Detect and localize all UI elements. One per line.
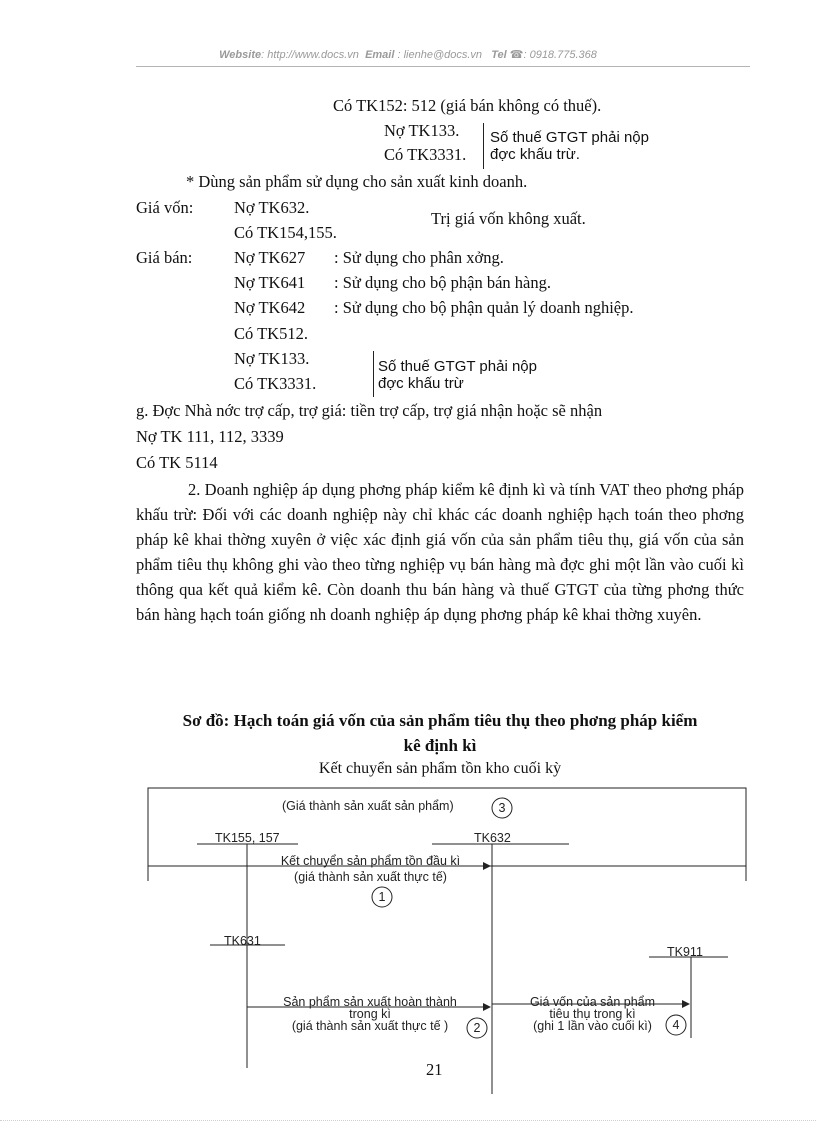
co-tk3331-2: Có TK3331.: [234, 374, 317, 393]
tel-value: : 0918.775.368: [523, 49, 597, 61]
entry-account: Nợ TK641: [234, 273, 306, 292]
footer-divider: [0, 1120, 816, 1121]
diagram-title-line2: kê định kì: [403, 736, 477, 755]
diagram-title-line1: Sơ đồ: Hạch toán giá vốn của sản phẩm tiêu thụ theo phơng pháp kiểm: [182, 711, 698, 730]
co-tk3331: Có TK3331.: [384, 145, 467, 164]
line-no-tk111: Nợ TK 111, 112, 3339: [136, 427, 284, 446]
entry-desc: : Sử dụng cho bộ phận bán hàng.: [334, 273, 551, 292]
label-gia-thanh-sx: (Giá thành sản xuất sản phẩm): [282, 799, 454, 813]
vat-note-2: đợc khấu trừ.: [490, 146, 580, 163]
diagram-subtitle: Kết chuyển sản phẩm tồn kho cuối kỳ: [318, 760, 562, 777]
page-number: 21: [426, 1060, 443, 1079]
website-value[interactable]: : http://www.docs.vn: [261, 49, 359, 61]
co-tk512: Có TK512.: [234, 324, 308, 343]
flow-4-line2: tiêu thụ trong kì: [549, 1007, 636, 1021]
step-number-2: 2: [473, 1021, 481, 1035]
flow-1-line1: Kết chuyển sản phẩm tồn đầu kì: [280, 854, 461, 868]
co-tk154: Có TK154,155.: [234, 223, 337, 242]
email-value[interactable]: : lienhe@docs.vn: [397, 49, 483, 61]
flow-1-line2: (giá thành sản xuất thực tế): [294, 870, 447, 884]
account-tk155: TK155, 157: [215, 831, 280, 845]
vat-note-3: Số thuế GTGT phải nộp: [378, 358, 537, 375]
section-heading: * Dùng sản phẩm sử dụng cho sản xuất kinh doanh.: [186, 172, 528, 191]
no-tk133-2: Nợ TK133.: [234, 349, 310, 368]
flow-4-line1: Giá vốn của sản phẩm: [529, 995, 656, 1009]
flow-4-label: [505, 996, 680, 1032]
vat-note-1: Số thuế GTGT phải nộp: [490, 129, 649, 146]
flow-2-label: [256, 996, 484, 1032]
line-co-tk5114: Có TK 5114: [136, 453, 218, 472]
account-tk911: TK911: [667, 945, 703, 959]
phone-icon: ☎: [509, 49, 524, 61]
paragraph-text: 2. Doanh nghiệp áp dụng phơng pháp kiểm kê định kì và tính VAT theo phơng pháp khấu trừ: Đối với các doanh nghiệp này chỉ khác các doanh nghiệp hạch toán theo phơng pháp kê khai thờng xuyên ở việc xác định giá vốn của sản phẩm tiêu thụ, giá vốn của sản phẩm tiêu thụ không ghi vào theo từng nghiệp vụ bán hàng mà đợc ghi một lần vào cuối kì thông qua kết quả kiểm kê. Còn doanh thu bán hàng và thuế GTGT của từng phơng thức bán hàng hạch toán giống nh doanh nghiệp áp dụng phơng pháp kê khai thờng xuyên.: [136, 480, 744, 624]
tri-gia-note: Trị giá vốn không xuất.: [431, 209, 586, 228]
line-co-tk152: Có TK152: 512 (giá bán không có thuế).: [333, 96, 602, 115]
tel-label: Tel: [491, 49, 507, 61]
flow-2-line1: Sản phẩm sản xuất hoàn thành: [283, 995, 457, 1009]
vat-note-4: đợc khấu trừ: [378, 375, 464, 392]
entry-desc: : Sử dụng cho bộ phận quản lý doanh nghiệp.: [334, 298, 634, 317]
entry-account: Nợ TK627: [234, 248, 306, 267]
gia-von-label: Giá vốn:: [136, 198, 194, 217]
step-number-4: 4: [672, 1018, 680, 1032]
step-number-1: 1: [378, 890, 386, 904]
gia-ban-label: Giá bán:: [136, 248, 193, 267]
entry-account: Nợ TK642: [234, 298, 306, 317]
flow-2-line2: trong kì: [349, 1007, 391, 1021]
line-g: g. Đợc Nhà nớc trợ cấp, trợ giá: tiền trợ cấp, trợ giá nhận hoặc sẽ nhận: [136, 401, 603, 420]
entry-desc: : Sử dụng cho phân xởng.: [334, 248, 504, 267]
website-label: Website: [219, 49, 262, 61]
flow-4-line3: (ghi 1 lần vào cuối kì): [533, 1019, 652, 1033]
no-tk133: Nợ TK133.: [384, 121, 460, 140]
flow-1-label: [248, 855, 493, 883]
account-tk632: TK632: [474, 831, 511, 845]
step-number-3: 3: [498, 801, 506, 815]
account-tk631: TK631: [224, 934, 261, 948]
no-tk632: Nợ TK632.: [234, 198, 310, 217]
flow-2-line3: (giá thành sản xuất thực tế ): [291, 1019, 449, 1033]
email-label: Email: [365, 49, 395, 61]
